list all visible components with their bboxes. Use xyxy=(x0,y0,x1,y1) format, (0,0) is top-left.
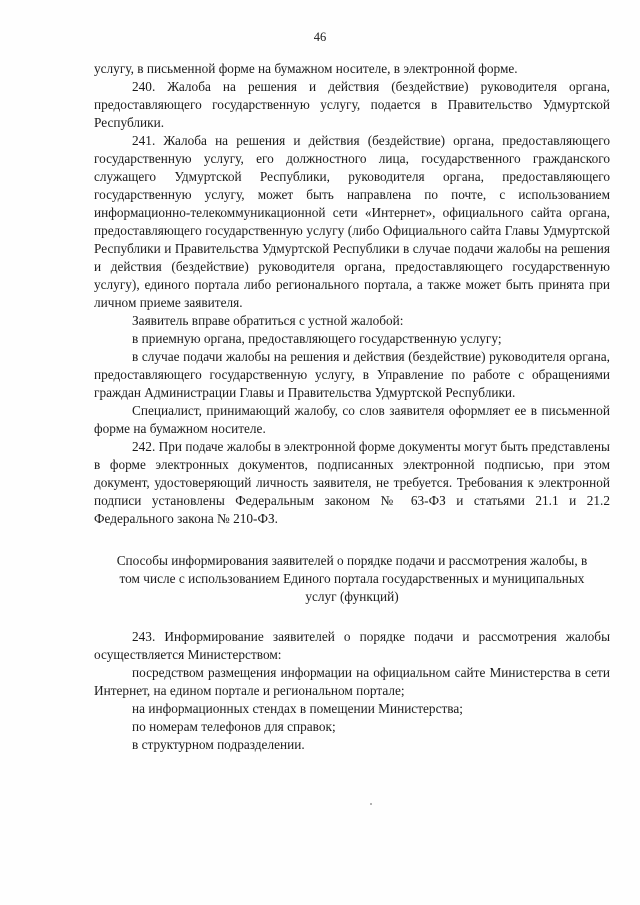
paragraph-continuation: услугу, в письменной форме на бумажном носителе, в электронной форме. xyxy=(94,61,518,76)
paragraph-oral-option-2: в случае подачи жалобы на решения и действия (бездействие) руководителя органа, предоставляющего государственную услугу, в Управление по работе с обращениями граждан Администрации Главы и Правительства Удмуртской Республики. xyxy=(94,349,610,400)
section-heading: Способы информирования заявителей о порядке подачи и рассмотрения жалобы, в том числе с использованием Единого портала государственных и муниципальных услуг (функций) xyxy=(116,553,588,604)
paragraph-oral-option-1: в приемную органа, предоставляющего государственную услугу; xyxy=(132,331,502,346)
page-number: 46 xyxy=(313,30,327,44)
paragraph-243-item-1: посредством размещения информации на официальном сайте Министерства в сети Интернет, на едином портале и региональном портале; xyxy=(94,665,610,698)
paragraph-oral-complaint: Заявитель вправе обратиться с устной жалобой: xyxy=(132,313,404,328)
paragraph-243-item-3: по номерам телефонов для справок; xyxy=(132,719,336,734)
paragraph-specialist: Специалист, принимающий жалобу, со слов заявителя оформляет ее в письменной форме на бумажном носителе. xyxy=(94,403,610,436)
scan-speck xyxy=(370,803,372,805)
paragraph-243: 243. Информирование заявителей о порядке подачи и рассмотрения жалобы осуществляется Министерством: xyxy=(94,629,610,662)
document-body xyxy=(94,60,610,754)
paragraph-241: 241. Жалоба на решения и действия (бездействие) органа, предоставляющего государственную услугу, его должностного лица, государственного гражданского служащего Удмуртской Республики, руководителя органа, предоставляющего государственную услугу, может быть направлена по почте, с использованием информационно-телекоммуникационной сети «Интернет», официального сайта органа, предоставляющего государственную услугу (либо Официального сайта Главы Удмуртской Республики и Правительства Удмуртской Республики в случае подачи жалобы на решения и действия (бездействие) руководителя органа, предоставляющего государственную услугу), единого портала либо регионального портала, а также может быть принята при личном приеме заявителя. xyxy=(94,133,610,310)
paragraph-243-item-2: на информационных стендах в помещении Министерства; xyxy=(132,701,463,716)
paragraph-243-item-4: в структурном подразделении. xyxy=(132,737,305,752)
paragraph-242: 242. При подаче жалобы в электронной форме документы могут быть представлены в форме электронных документов, подписанных электронной подписью, при этом документ, удостоверяющий личность заявителя, не требуется. Требования к электронной подписи установлены Федеральным законом № 63-ФЗ и статьями 21.1 и 21.2 Федерального закона № 210-ФЗ. xyxy=(94,439,610,526)
paragraph-240: 240. Жалоба на решения и действия (бездействие) руководителя органа, предоставляющего государственную услугу, подается в Правительство Удмуртской Республики. xyxy=(94,79,610,130)
